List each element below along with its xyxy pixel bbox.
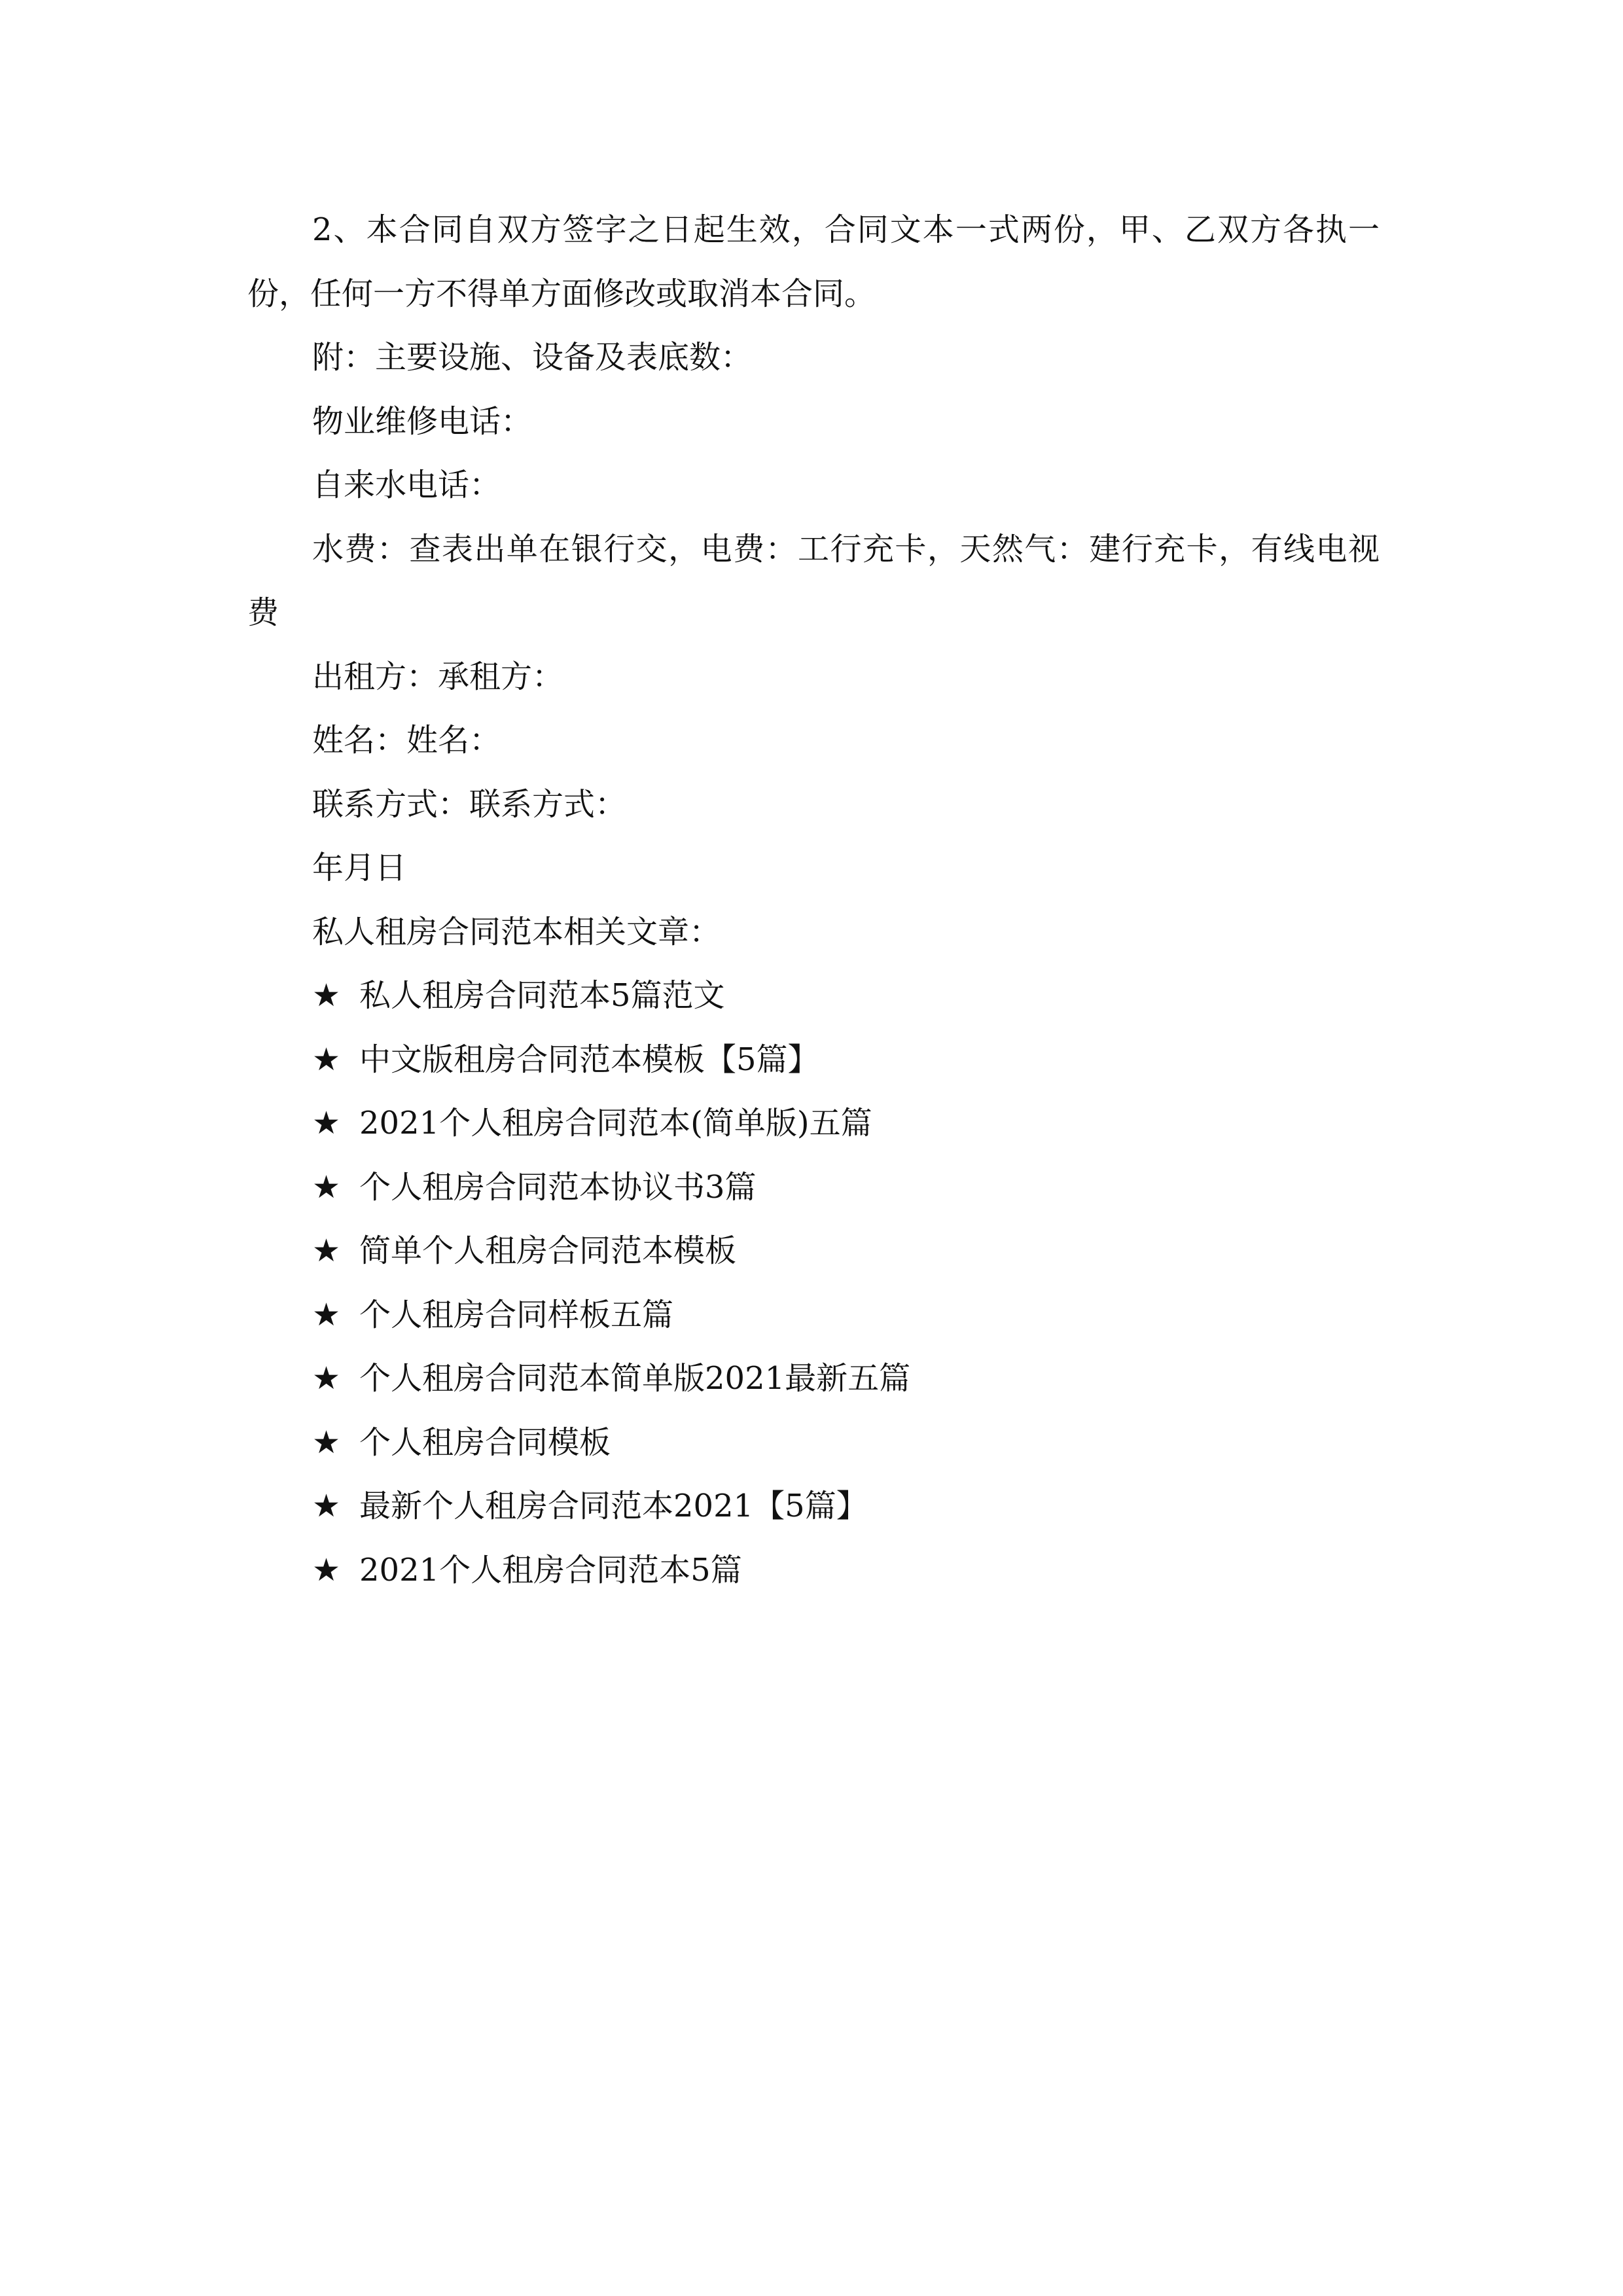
- related-article-link[interactable]: 最新个人租房合同范本2021【5篇】: [359, 1488, 868, 1524]
- related-article-item[interactable]: [247, 1028, 1380, 1092]
- related-article-item[interactable]: [247, 1092, 1380, 1156]
- related-article-link[interactable]: 个人租房合同范本简单版2021最新五篇: [359, 1360, 911, 1397]
- attachment-facilities-line: 附：主要设施、设备及表底数：: [312, 339, 753, 376]
- related-article-item[interactable]: [247, 1539, 1380, 1603]
- date-line: 年月日: [312, 850, 407, 886]
- related-article-item[interactable]: [247, 1475, 1380, 1539]
- related-article-link[interactable]: 私人租房合同范本5篇范文: [359, 977, 725, 1014]
- name-line: 姓名：姓名：: [312, 722, 501, 759]
- related-article-link[interactable]: 2021个人租房合同范本5篇: [359, 1551, 742, 1588]
- water-supply-phone-line: 自来水电话：: [312, 467, 501, 503]
- star-icon: ★: [312, 1488, 341, 1524]
- star-icon: ★: [312, 1041, 341, 1078]
- related-articles-heading: 私人租房合同范本相关文章：: [312, 913, 721, 950]
- contract-effective-clause: 2、本合同自双方签字之日起生效，合同文本一式两份，甲、乙双方各执一份，任何一方不得单方面修改或取消本合同。: [247, 211, 1380, 312]
- related-article-link[interactable]: 2021个人租房合同范本(简单版)五篇: [359, 1105, 872, 1141]
- related-article-link[interactable]: 简单个人租房合同范本模板: [359, 1232, 737, 1269]
- star-icon: ★: [312, 1551, 341, 1588]
- property-repair-phone-line: 物业维修电话：: [312, 403, 533, 440]
- star-icon: ★: [312, 1424, 341, 1461]
- related-article-item[interactable]: [247, 964, 1380, 1028]
- star-icon: ★: [312, 1360, 341, 1397]
- related-article-item[interactable]: [247, 1219, 1380, 1283]
- document-body: [247, 198, 1380, 1602]
- star-icon: ★: [312, 977, 341, 1014]
- star-icon: ★: [312, 1105, 341, 1141]
- utility-payment-line: 水费：查表出单在银行交，电费：工行充卡，天然气：建行充卡，有线电视费: [247, 530, 1380, 631]
- contact-line: 联系方式：联系方式：: [312, 785, 627, 823]
- star-icon: ★: [312, 1296, 341, 1333]
- related-article-link[interactable]: 个人租房合同样板五篇: [359, 1296, 674, 1333]
- lessor-lessee-line: 出租方：承租方：: [312, 658, 564, 695]
- related-article-link[interactable]: 个人租房合同模板: [359, 1424, 611, 1461]
- related-article-item[interactable]: [247, 1411, 1380, 1475]
- related-article-item[interactable]: [247, 1283, 1380, 1348]
- related-article-link[interactable]: 中文版租房合同范本模板【5篇】: [359, 1041, 819, 1078]
- related-article-item[interactable]: [247, 1347, 1380, 1411]
- related-article-item[interactable]: [247, 1156, 1380, 1220]
- related-article-link[interactable]: 个人租房合同范本协议书3篇: [359, 1168, 757, 1206]
- star-icon: ★: [312, 1168, 341, 1206]
- related-articles-list: [247, 964, 1380, 1602]
- star-icon: ★: [312, 1232, 341, 1269]
